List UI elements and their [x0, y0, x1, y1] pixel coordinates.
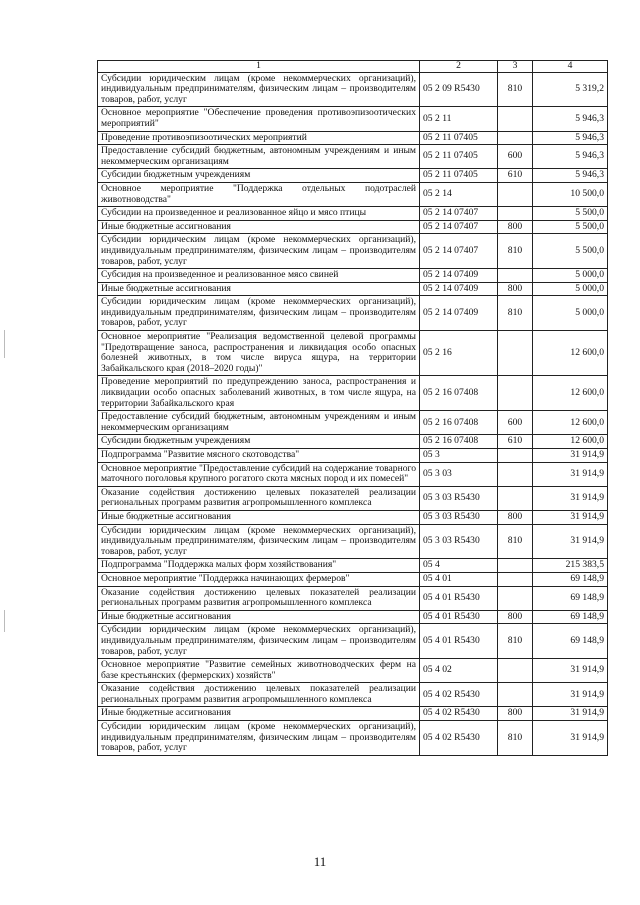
margin-mark [4, 610, 5, 632]
table-row [98, 610, 608, 624]
row-code-cell: 05 3 03 R5430 [420, 510, 498, 524]
row-sum-cell: 31 914,9 [533, 683, 608, 707]
table-row [98, 207, 608, 221]
table-row [98, 182, 608, 206]
row-name-cell: Иные бюджетные ассигнования [98, 220, 420, 234]
row-name-cell: Проведение противоэпизоотических мероприятий [98, 131, 420, 145]
row-vr-cell: 800 [498, 220, 533, 234]
row-sum-cell: 5 946,3 [533, 107, 608, 131]
row-sum-cell: 5 000,0 [533, 269, 608, 283]
row-vr-cell [498, 107, 533, 131]
table-row [98, 486, 608, 510]
table-row [98, 510, 608, 524]
row-sum-cell: 69 148,9 [533, 610, 608, 624]
row-name-cell: Субсидии юридическим лицам (кроме некоммерческих организаций), индивидуальным предпринимателям, физическим лицам – производителям товаров, работ, услуг [98, 721, 420, 756]
row-code-cell: 05 2 11 [420, 107, 498, 131]
row-name-cell: Основное мероприятие "Предоставление субсидий на содержание товарного маточного поголовья крупного рогатого скота мясных пород и их помесей" [98, 462, 420, 486]
budget-table [97, 60, 608, 756]
row-name-cell: Субсидии на произведенное и реализованное яйцо и мясо птицы [98, 207, 420, 221]
row-sum-cell: 31 914,9 [533, 524, 608, 559]
row-vr-cell: 810 [498, 624, 533, 659]
row-name-cell: Субсидии бюджетным учреждениям [98, 435, 420, 449]
row-vr-cell [498, 207, 533, 221]
row-code-cell: 05 2 11 07405 [420, 145, 498, 169]
table-row [98, 107, 608, 131]
row-vr-cell [498, 683, 533, 707]
row-name-cell: Оказание содействия достижению целевых показателей реализации региональных программ развития агропромышленного комплекса [98, 683, 420, 707]
row-code-cell: 05 4 02 R5430 [420, 707, 498, 721]
header-col-2: 2 [420, 61, 498, 73]
row-vr-cell [498, 462, 533, 486]
row-vr-cell: 800 [498, 610, 533, 624]
row-name-cell: Основное мероприятие "Поддержка отдельных подотраслей животноводства" [98, 182, 420, 206]
row-vr-cell: 800 [498, 707, 533, 721]
table-row [98, 707, 608, 721]
row-sum-cell: 215 383,5 [533, 559, 608, 573]
row-vr-cell [498, 131, 533, 145]
row-name-cell: Предоставление субсидий бюджетным, автономным учреждениям и иным некоммерческим организациям [98, 145, 420, 169]
row-vr-cell: 600 [498, 145, 533, 169]
table-row [98, 376, 608, 411]
row-sum-cell: 69 148,9 [533, 624, 608, 659]
row-code-cell: 05 2 14 [420, 182, 498, 206]
row-sum-cell: 31 914,9 [533, 721, 608, 756]
table-row [98, 282, 608, 296]
row-code-cell: 05 4 01 R5430 [420, 610, 498, 624]
row-sum-cell: 69 148,9 [533, 572, 608, 586]
row-code-cell: 05 2 14 07407 [420, 234, 498, 269]
table-row [98, 572, 608, 586]
row-code-cell: 05 3 03 R5430 [420, 524, 498, 559]
table-row [98, 449, 608, 463]
table-row [98, 131, 608, 145]
row-name-cell: Иные бюджетные ассигнования [98, 707, 420, 721]
row-vr-cell: 610 [498, 435, 533, 449]
row-sum-cell: 31 914,9 [533, 707, 608, 721]
row-code-cell: 05 2 14 07409 [420, 282, 498, 296]
table-row [98, 586, 608, 610]
table-row [98, 659, 608, 683]
table-row [98, 220, 608, 234]
row-name-cell: Иные бюджетные ассигнования [98, 610, 420, 624]
row-code-cell: 05 4 [420, 559, 498, 573]
row-sum-cell: 69 148,9 [533, 586, 608, 610]
table-row [98, 145, 608, 169]
row-name-cell: Подпрограмма "Развитие мясного скотоводства" [98, 449, 420, 463]
row-vr-cell: 810 [498, 234, 533, 269]
row-sum-cell: 31 914,9 [533, 462, 608, 486]
row-code-cell: 05 2 11 07405 [420, 169, 498, 183]
row-sum-cell: 31 914,9 [533, 449, 608, 463]
table-row [98, 296, 608, 331]
row-vr-cell [498, 586, 533, 610]
row-name-cell: Подпрограмма "Поддержка малых форм хозяйствования" [98, 559, 420, 573]
row-sum-cell: 12 600,0 [533, 411, 608, 435]
row-vr-cell [498, 559, 533, 573]
row-vr-cell [498, 572, 533, 586]
row-sum-cell: 31 914,9 [533, 486, 608, 510]
row-name-cell: Основное мероприятие "Поддержка начинающих фермеров" [98, 572, 420, 586]
row-vr-cell: 800 [498, 282, 533, 296]
row-sum-cell: 5 000,0 [533, 296, 608, 331]
row-sum-cell: 5 500,0 [533, 234, 608, 269]
row-name-cell: Основное мероприятие "Реализация ведомственной целевой программы "Предотвращение заноса, распространения и ликвидация особо опасных болезней животных, в том числе вируса ящура, на территории Забайкальского края (2018–2020 годы)" [98, 331, 420, 376]
row-vr-cell: 600 [498, 411, 533, 435]
row-sum-cell: 5 500,0 [533, 207, 608, 221]
row-name-cell: Субсидии юридическим лицам (кроме некоммерческих организаций), индивидуальным предпринимателям, физическим лицам – производителям товаров, работ, услуг [98, 296, 420, 331]
table-row [98, 169, 608, 183]
table-row [98, 435, 608, 449]
row-vr-cell: 810 [498, 721, 533, 756]
row-code-cell: 05 4 02 [420, 659, 498, 683]
row-code-cell: 05 2 14 07407 [420, 207, 498, 221]
row-code-cell: 05 2 09 R5430 [420, 72, 498, 107]
row-code-cell: 05 3 03 [420, 462, 498, 486]
row-code-cell: 05 3 [420, 449, 498, 463]
row-name-cell: Основное мероприятие "Обеспечение проведения противоэпизоотических мероприятий" [98, 107, 420, 131]
row-vr-cell: 800 [498, 510, 533, 524]
page-number: 11 [313, 854, 327, 869]
row-vr-cell [498, 486, 533, 510]
row-sum-cell: 5 946,3 [533, 145, 608, 169]
row-name-cell: Субсидии юридическим лицам (кроме некоммерческих организаций), индивидуальным предпринимателям, физическим лицам – производителям товаров, работ, услуг [98, 234, 420, 269]
table-row [98, 721, 608, 756]
row-vr-cell: 810 [498, 72, 533, 107]
table-row [98, 331, 608, 376]
row-sum-cell: 12 600,0 [533, 376, 608, 411]
row-sum-cell: 5 946,3 [533, 131, 608, 145]
row-code-cell: 05 4 02 R5430 [420, 721, 498, 756]
header-col-4: 4 [533, 61, 608, 73]
row-code-cell: 05 2 16 07408 [420, 411, 498, 435]
row-name-cell: Иные бюджетные ассигнования [98, 282, 420, 296]
row-vr-cell [498, 182, 533, 206]
row-name-cell: Проведение мероприятий по предупреждению заноса, распространения и ликвидации особо опасных заболеваний животных, в том числе ящура, на территории Забайкальского края [98, 376, 420, 411]
row-sum-cell: 12 600,0 [533, 331, 608, 376]
header-col-3: 3 [498, 61, 533, 73]
row-code-cell: 05 2 11 07405 [420, 131, 498, 145]
row-code-cell: 05 2 14 07409 [420, 269, 498, 283]
row-name-cell: Субсидии бюджетным учреждениям [98, 169, 420, 183]
row-name-cell: Субсидии юридическим лицам (кроме некоммерческих организаций), индивидуальным предпринимателям, физическим лицам – производителям товаров, работ, услуг [98, 624, 420, 659]
row-name-cell: Субсидии юридическим лицам (кроме некоммерческих организаций), индивидуальным предпринимателям, физическим лицам – производителям товаров, работ, услуг [98, 72, 420, 107]
row-sum-cell: 5 500,0 [533, 220, 608, 234]
row-vr-cell [498, 376, 533, 411]
row-sum-cell: 31 914,9 [533, 659, 608, 683]
row-vr-cell [498, 269, 533, 283]
table-row [98, 624, 608, 659]
row-code-cell: 05 3 03 R5430 [420, 486, 498, 510]
row-vr-cell [498, 659, 533, 683]
row-code-cell: 05 2 14 07409 [420, 296, 498, 331]
row-sum-cell: 31 914,9 [533, 510, 608, 524]
table-row [98, 269, 608, 283]
row-name-cell: Субсидии юридическим лицам (кроме некоммерческих организаций), индивидуальным предпринимателям, физическим лицам – производителям товаров, работ, услуг [98, 524, 420, 559]
row-sum-cell: 10 500,0 [533, 182, 608, 206]
row-code-cell: 05 4 01 R5430 [420, 624, 498, 659]
table-row [98, 683, 608, 707]
row-code-cell: 05 2 14 07407 [420, 220, 498, 234]
row-name-cell: Оказание содействия достижению целевых показателей реализации региональных программ развития агропромышленного комплекса [98, 486, 420, 510]
margin-mark [4, 330, 5, 358]
table-row [98, 72, 608, 107]
row-vr-cell: 810 [498, 524, 533, 559]
table-row [98, 234, 608, 269]
row-sum-cell: 5 946,3 [533, 169, 608, 183]
row-vr-cell: 610 [498, 169, 533, 183]
row-sum-cell: 5 000,0 [533, 282, 608, 296]
row-code-cell: 05 4 01 R5430 [420, 586, 498, 610]
header-col-1: 1 [98, 61, 420, 73]
table-row [98, 411, 608, 435]
table-row [98, 559, 608, 573]
row-code-cell: 05 2 16 07408 [420, 435, 498, 449]
row-code-cell: 05 4 02 R5430 [420, 683, 498, 707]
row-vr-cell [498, 331, 533, 376]
row-name-cell: Субсидия на произведенное и реализованное мясо свиней [98, 269, 420, 283]
row-code-cell: 05 4 01 [420, 572, 498, 586]
row-sum-cell: 12 600,0 [533, 435, 608, 449]
row-vr-cell: 810 [498, 296, 533, 331]
table-header-row [98, 61, 608, 73]
row-code-cell: 05 2 16 [420, 331, 498, 376]
row-code-cell: 05 2 16 07408 [420, 376, 498, 411]
row-name-cell: Основное мероприятие "Развитие семейных животноводческих ферм на базе крестьянских (фермерских) хозяйств" [98, 659, 420, 683]
row-name-cell: Оказание содействия достижению целевых показателей реализации региональных программ развития агропромышленного комплекса [98, 586, 420, 610]
row-vr-cell [498, 449, 533, 463]
table-row [98, 524, 608, 559]
row-sum-cell: 5 319,2 [533, 72, 608, 107]
row-name-cell: Иные бюджетные ассигнования [98, 510, 420, 524]
table-body [98, 72, 608, 755]
table-row [98, 462, 608, 486]
row-name-cell: Предоставление субсидий бюджетным, автономным учреждениям и иным некоммерческим организациям [98, 411, 420, 435]
